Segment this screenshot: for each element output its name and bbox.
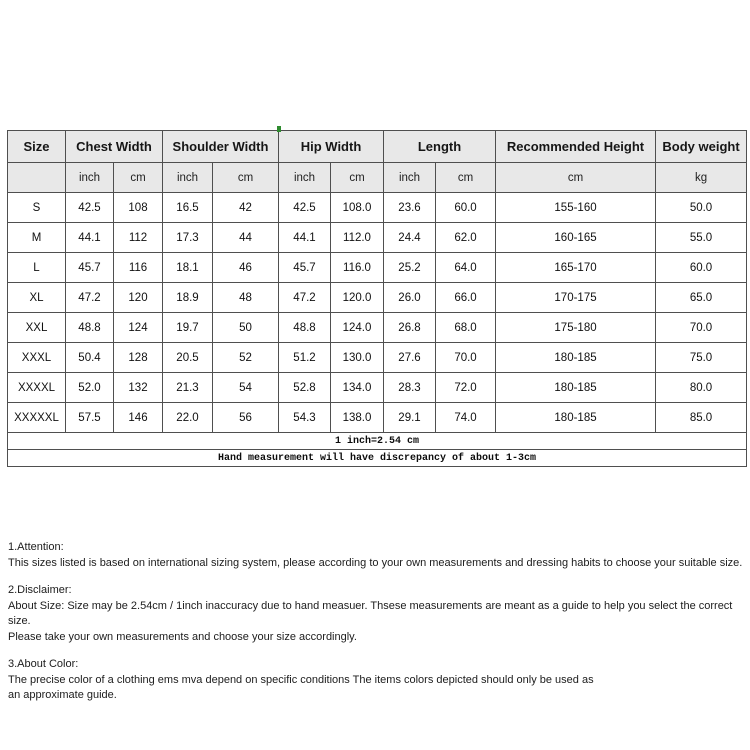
measurement-cell: 44.1: [66, 223, 114, 253]
measurement-cell: 72.0: [436, 373, 496, 403]
measurement-cell: 60.0: [656, 253, 747, 283]
measurement-cell: 19.7: [163, 313, 213, 343]
footnote-hand-measurement: Hand measurement will have discrepancy of about 1-3cm: [8, 450, 747, 467]
notes-block: [8, 540, 750, 716]
size-label-cell: XL: [8, 283, 66, 313]
measurement-cell: 48: [213, 283, 279, 313]
measurement-cell: 66.0: [436, 283, 496, 313]
measurement-cell: 42: [213, 193, 279, 223]
measurement-cell: 128: [114, 343, 163, 373]
measurement-cell: 80.0: [656, 373, 747, 403]
table-row: [8, 403, 747, 433]
measurement-cell: 27.6: [384, 343, 436, 373]
measurement-cell: 155-160: [496, 193, 656, 223]
measurement-cell: 62.0: [436, 223, 496, 253]
size-label-cell: M: [8, 223, 66, 253]
measurement-cell: 68.0: [436, 313, 496, 343]
measurement-cell: 22.0: [163, 403, 213, 433]
measurement-cell: 56: [213, 403, 279, 433]
size-label-cell: S: [8, 193, 66, 223]
unit-chest-inch: inch: [66, 163, 114, 193]
table-row: [8, 193, 747, 223]
size-label-cell: XXXXXL: [8, 403, 66, 433]
size-label-cell: XXL: [8, 313, 66, 343]
measurement-cell: 52.8: [279, 373, 331, 403]
table-row: [8, 253, 747, 283]
measurement-cell: 160-165: [496, 223, 656, 253]
measurement-cell: 116: [114, 253, 163, 283]
table-row: [8, 373, 747, 403]
unit-weight-kg: kg: [656, 163, 747, 193]
measurement-cell: 24.4: [384, 223, 436, 253]
note-line: This sizes listed is based on international sizing system, please according to your own measurements and dressing habits to choose your suitable size.: [8, 556, 743, 569]
size-table-footnotes: [8, 433, 747, 467]
measurement-cell: 23.6: [384, 193, 436, 223]
measurement-cell: 55.0: [656, 223, 747, 253]
note-line: About Size: Size may be 2.54cm / 1inch inaccuracy due to hand measuer. Thsese measurements are meant as a guide to help you select the correct size.: [8, 599, 733, 627]
measurement-cell: 116.0: [331, 253, 384, 283]
table-row: [8, 343, 747, 373]
header-hip-width: Hip Width: [279, 131, 384, 163]
measurement-cell: 108.0: [331, 193, 384, 223]
measurement-cell: 120: [114, 283, 163, 313]
unit-row: [8, 163, 747, 193]
measurement-cell: 18.9: [163, 283, 213, 313]
unit-shoulder-inch: inch: [163, 163, 213, 193]
note-heading-about-color: 3.About Color:: [8, 658, 79, 670]
note-line: Please take your own measurements and choose your size accordingly.: [8, 630, 357, 643]
header-chest-width: Chest Width: [66, 131, 163, 163]
measurement-cell: 51.2: [279, 343, 331, 373]
measurement-cell: 180-185: [496, 373, 656, 403]
measurement-cell: 44: [213, 223, 279, 253]
measurement-cell: 74.0: [436, 403, 496, 433]
footnote-inch-conversion: 1 inch=2.54 cm: [8, 433, 747, 450]
note-section-attention: [8, 540, 750, 571]
size-label-cell: XXXXL: [8, 373, 66, 403]
unit-length-cm: cm: [436, 163, 496, 193]
measurement-cell: 175-180: [496, 313, 656, 343]
unit-hip-cm: cm: [331, 163, 384, 193]
measurement-cell: 42.5: [66, 193, 114, 223]
note-line: an approximate guide.: [8, 689, 117, 701]
note-heading-disclaimer: 2.Disclaimer:: [8, 584, 72, 596]
measurement-cell: 42.5: [279, 193, 331, 223]
measurement-cell: 60.0: [436, 193, 496, 223]
measurement-cell: 70.0: [656, 313, 747, 343]
note-line: The precise color of a clothing ems mva depend on specific conditions The items colors depicted should only be used as: [8, 673, 594, 686]
measurement-cell: 48.8: [66, 313, 114, 343]
measurement-cell: 44.1: [279, 223, 331, 253]
measurement-cell: 120.0: [331, 283, 384, 313]
measurement-cell: 25.2: [384, 253, 436, 283]
measurement-cell: 45.7: [279, 253, 331, 283]
measurement-cell: 124: [114, 313, 163, 343]
measurement-cell: 108: [114, 193, 163, 223]
header-body-weight: Body weight: [656, 131, 747, 163]
header-shoulder-width: Shoulder Width: [163, 131, 279, 163]
measurement-cell: 20.5: [163, 343, 213, 373]
size-table-body: [8, 193, 747, 433]
measurement-cell: 29.1: [384, 403, 436, 433]
measurement-cell: 18.1: [163, 253, 213, 283]
measurement-cell: 75.0: [656, 343, 747, 373]
measurement-cell: 21.3: [163, 373, 213, 403]
measurement-cell: 112: [114, 223, 163, 253]
measurement-cell: 50.0: [656, 193, 747, 223]
measurement-cell: 50: [213, 313, 279, 343]
measurement-cell: 70.0: [436, 343, 496, 373]
measurement-cell: 146: [114, 403, 163, 433]
header-length: Length: [384, 131, 496, 163]
measurement-cell: 54.3: [279, 403, 331, 433]
measurement-cell: 46: [213, 253, 279, 283]
measurement-cell: 132: [114, 373, 163, 403]
unit-blank: [8, 163, 66, 193]
measurement-cell: 54: [213, 373, 279, 403]
measurement-cell: 28.3: [384, 373, 436, 403]
unit-chest-cm: cm: [114, 163, 163, 193]
measurement-cell: 112.0: [331, 223, 384, 253]
measurement-cell: 52: [213, 343, 279, 373]
measurement-cell: 85.0: [656, 403, 747, 433]
unit-length-inch: inch: [384, 163, 436, 193]
table-row: [8, 223, 747, 253]
measurement-cell: 47.2: [279, 283, 331, 313]
measurement-cell: 17.3: [163, 223, 213, 253]
measurement-cell: 26.8: [384, 313, 436, 343]
unit-height-cm: cm: [496, 163, 656, 193]
measurement-cell: 180-185: [496, 343, 656, 373]
note-section-disclaimer: [8, 583, 750, 645]
measurement-cell: 52.0: [66, 373, 114, 403]
note-section-about-color: [8, 657, 750, 704]
green-mark-artifact: [277, 126, 281, 132]
measurement-cell: 134.0: [331, 373, 384, 403]
measurement-cell: 170-175: [496, 283, 656, 313]
size-table-header: [8, 131, 747, 193]
unit-hip-inch: inch: [279, 163, 331, 193]
note-heading-attention: 1.Attention:: [8, 541, 64, 553]
measurement-cell: 165-170: [496, 253, 656, 283]
measurement-cell: 180-185: [496, 403, 656, 433]
measurement-cell: 16.5: [163, 193, 213, 223]
unit-shoulder-cm: cm: [213, 163, 279, 193]
measurement-cell: 45.7: [66, 253, 114, 283]
footnote-row-inch-conversion: [8, 433, 747, 450]
header-size: Size: [8, 131, 66, 163]
measurement-cell: 130.0: [331, 343, 384, 373]
size-label-cell: XXXL: [8, 343, 66, 373]
measurement-cell: 50.4: [66, 343, 114, 373]
measurement-cell: 47.2: [66, 283, 114, 313]
size-chart-table: [7, 130, 747, 467]
header-recommended-height: Recommended Height: [496, 131, 656, 163]
table-row: [8, 313, 747, 343]
measurement-cell: 65.0: [656, 283, 747, 313]
measurement-cell: 124.0: [331, 313, 384, 343]
measurement-cell: 64.0: [436, 253, 496, 283]
size-label-cell: L: [8, 253, 66, 283]
measurement-cell: 48.8: [279, 313, 331, 343]
measurement-cell: 138.0: [331, 403, 384, 433]
header-row: [8, 131, 747, 163]
footnote-row-hand-measurement: [8, 450, 747, 467]
measurement-cell: 57.5: [66, 403, 114, 433]
table-row: [8, 283, 747, 313]
measurement-cell: 26.0: [384, 283, 436, 313]
